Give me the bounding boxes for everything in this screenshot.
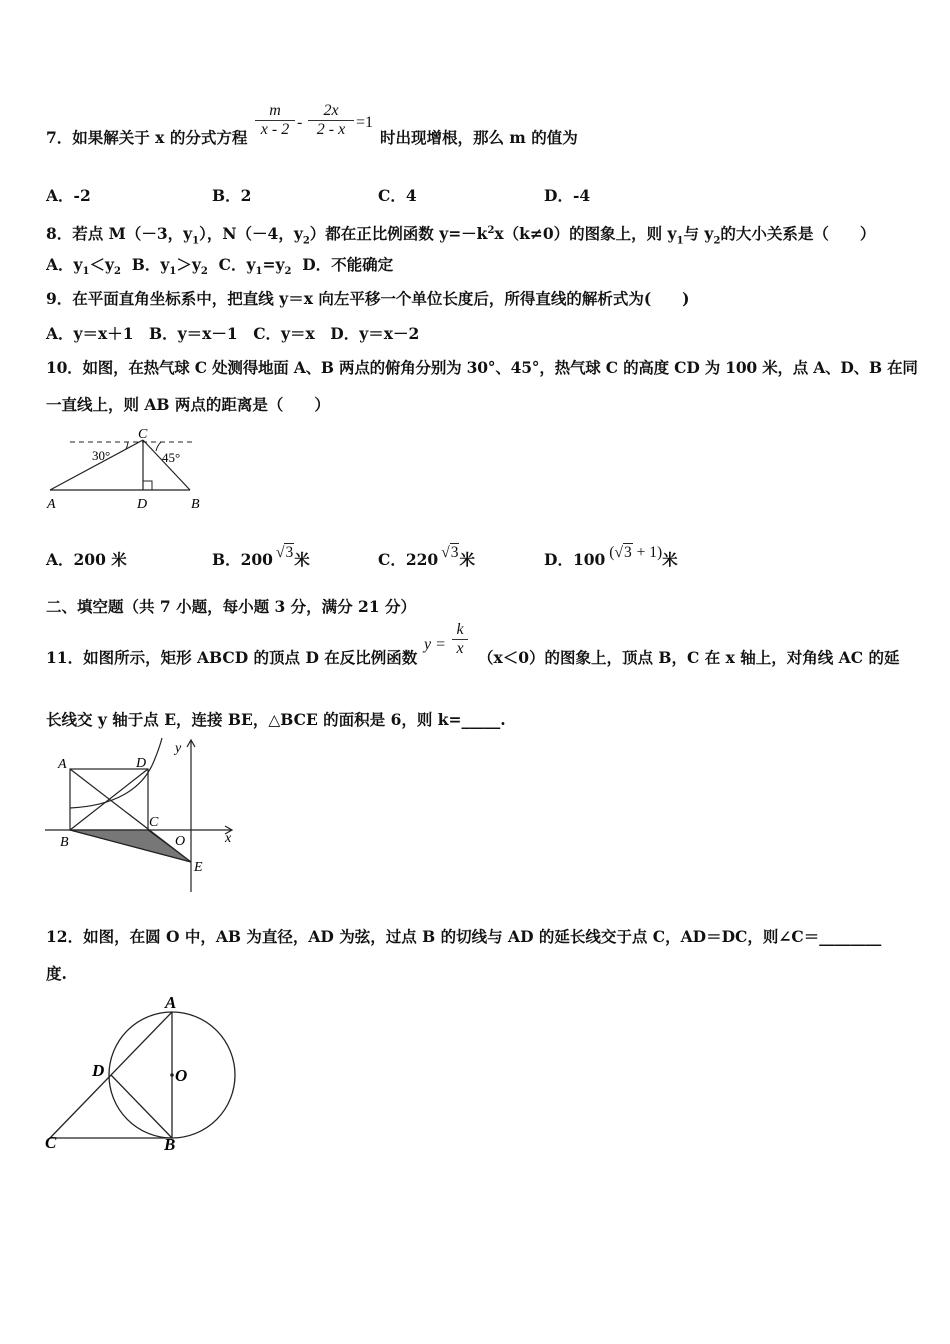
q7-option-d: D．-4	[544, 186, 591, 205]
q12-label-a: A	[165, 993, 177, 1012]
q7-fraction-1: m x - 2	[255, 102, 295, 139]
q11-label-o: O	[175, 834, 186, 849]
q7-stem-suffix: 时出现增根，那么 m 的值为	[380, 128, 578, 147]
q11-stem-line2: 长线交 y 轴于点 E，连接 BE，△BCE 的面积是 6，则 k=_____.	[46, 710, 506, 729]
q8-options: A．$y_1<y_2$ B．$y_1>y_2$ C．$y_1=y_2$ D．不能确定	[46, 255, 394, 278]
q7-stem: 7．如果解关于 x 的分式方程	[46, 128, 248, 147]
q11-label-a: A	[58, 757, 67, 772]
q11-stem-prefix: 11．如图所示，矩形 ABCD 的顶点 D 在反比例函数	[46, 648, 418, 667]
q10-right-angle	[143, 481, 152, 490]
q10-label-d: D	[137, 497, 148, 512]
q11-label-d: D	[136, 756, 147, 771]
q12-label-d: D	[92, 1061, 105, 1080]
q10-option-b: B．200 √3米	[212, 544, 310, 569]
q11-stem-suffix: （x＜0）的图象上，顶点 B，C 在 x 轴上，对角线 AC 的延	[478, 648, 900, 667]
q10-figure	[40, 422, 210, 517]
q11-label-b: B	[60, 835, 69, 850]
q10-option-d: D．100 (√3 + 1)米	[544, 544, 678, 569]
q10-angle-30: 30°	[92, 448, 111, 463]
q7-fraction-2: 2x 2 - x	[308, 102, 354, 139]
q12-label-b: B	[164, 1135, 176, 1154]
q12-stem-line2: 度.	[46, 964, 67, 983]
section-2-title: 二、填空题（共 7 小题，每小题 3 分，满分 21 分）	[46, 597, 417, 616]
q11-label-c: C	[149, 815, 159, 830]
q7-option-b: B．2	[212, 186, 252, 205]
q10-option-c: C．220 √3米	[378, 544, 475, 569]
q12-center-point	[170, 1073, 174, 1077]
q12-label-c: C	[45, 1133, 57, 1152]
q10-label-c: C	[138, 427, 148, 442]
q9-stem: 9．在平面直角坐标系中，把直线 y＝x 向左平移一个单位长度后，所得直线的解析式为( )	[46, 289, 690, 308]
q12-label-o: O	[175, 1066, 188, 1085]
q10-label-b: B	[191, 497, 200, 512]
q10-label-a: A	[47, 497, 56, 512]
q11-label-y: y	[175, 741, 182, 756]
q8-stem: 8．若点 M（－3，$y_1$），N（－4，$y_2$）都在正比例函数 $y=-k^2x(k\ne 0)$的图象上，则 $y_1$与 $y_2$的大小关系是（ ）	[46, 224, 876, 247]
q12-line-db	[111, 1075, 172, 1138]
q11-function-fraction: k x	[452, 621, 468, 658]
q11-function-lhs: y =	[424, 636, 446, 653]
q7-option-a: A．-2	[46, 186, 91, 205]
q12-figure	[40, 990, 250, 1155]
q10-line-cb	[143, 440, 190, 490]
q11-label-x: x	[225, 831, 232, 846]
q10-stem-line1: 10．如图，在热气球 C 处测得地面 A、B 两点的俯角分别为 30°、45°，热气球 C 的高度 CD 为 100 米，点 A、D、B 在同	[46, 358, 918, 377]
q10-stem-line2: 一直线上，则 AB 两点的距离是（ ）	[46, 395, 330, 414]
q10-option-a: A．200 米	[46, 550, 127, 569]
q7-minus: -	[297, 114, 303, 131]
q7-equals: =1	[356, 114, 374, 131]
q11-figure	[42, 736, 242, 896]
q9-options: A．y＝x＋1 B．y＝x－1 C．y＝x D．y＝x－2	[46, 324, 420, 343]
q11-label-e: E	[194, 860, 203, 875]
q7-option-c: C．4	[378, 186, 417, 205]
q10-angle-arc-45	[156, 442, 161, 451]
q12-stem-line1: 12．如图，在圆 O 中，AB 为直径，AD 为弦，过点 B 的切线与 AD 的延长线交于点 C，AD＝DC，则∠C＝________	[46, 927, 882, 946]
q10-angle-45: 45°	[162, 450, 181, 465]
